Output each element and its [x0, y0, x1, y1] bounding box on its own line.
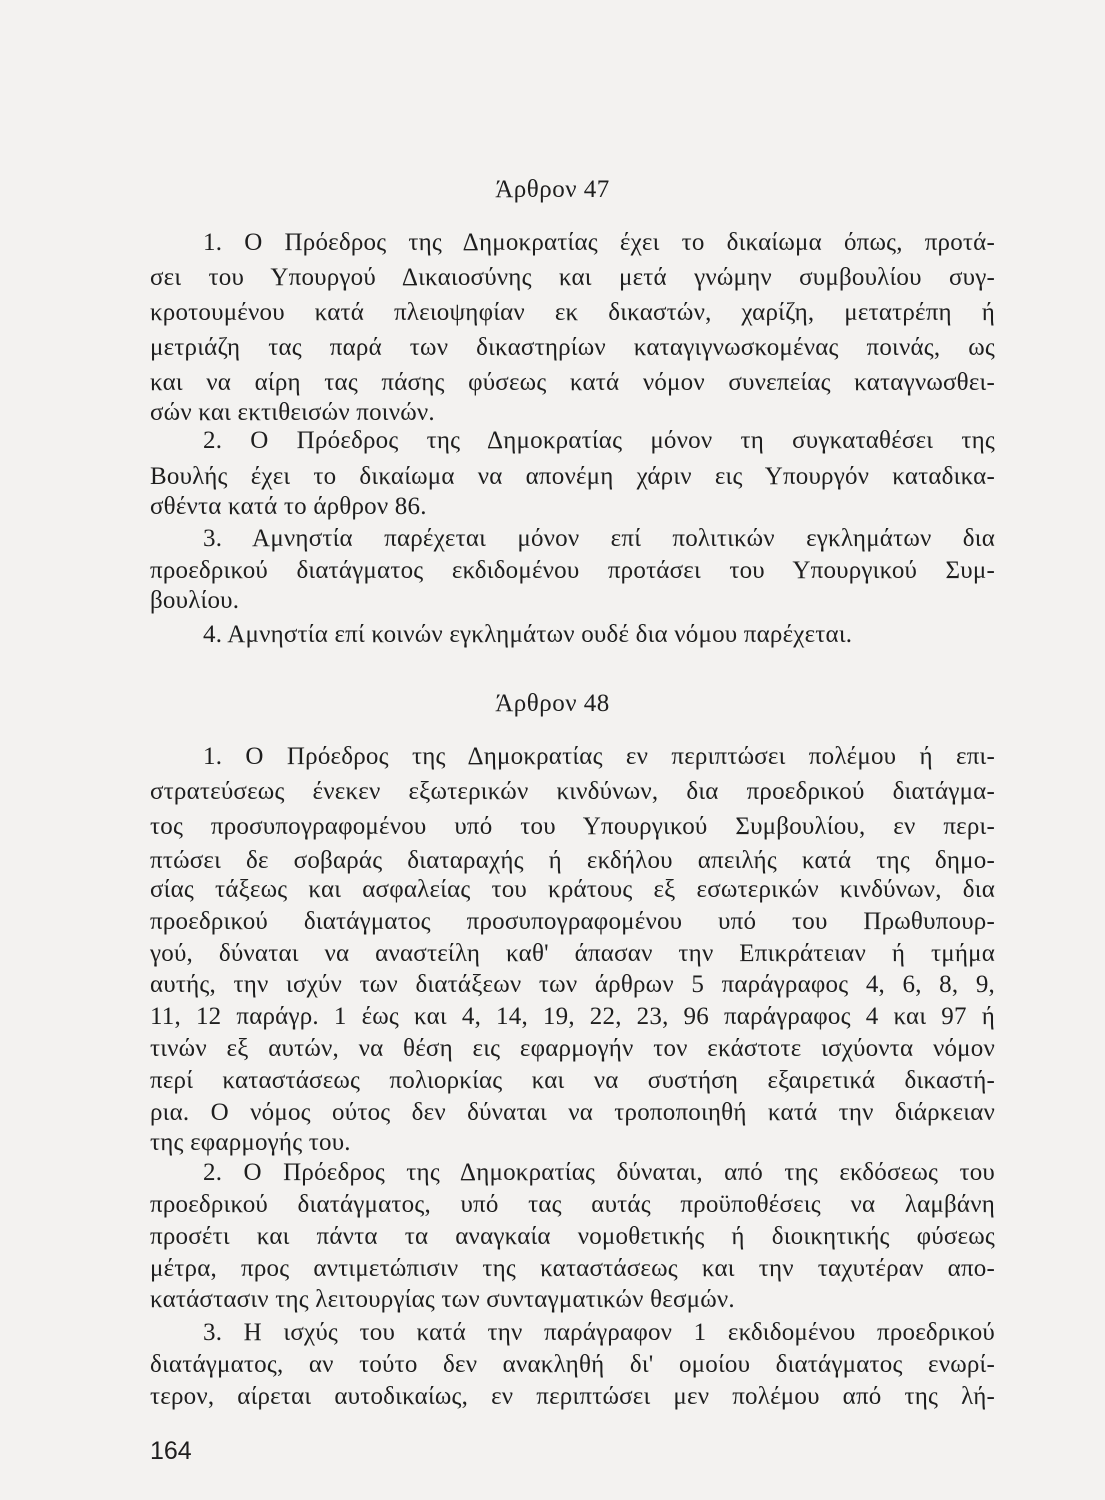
- article-47-line: κροτουμένου κατά πλειοψηφίαν εκ δικαστών, χαρίζη, μετατρέπη ή: [150, 299, 995, 326]
- article-48-heading: Άρθρον 48: [495, 690, 610, 717]
- article-47-line: 2. Ο Πρόεδρος της Δημοκρατίας μόνον τη συγκαταθέσει της: [203, 427, 995, 454]
- article-47-line: 4. Αμνηστία επί κοινών εγκλημάτων ουδέ δια νόμου παρέχεται.: [203, 621, 853, 648]
- article-48-line: γού, δύναται να αναστείλη καθ' άπασαν την Επικράτειαν ή τμήμα: [150, 940, 995, 967]
- article-48-line: 2. Ο Πρόεδρος της Δημοκρατίας δύναται, από της εκδόσεως του: [203, 1159, 995, 1186]
- article-48-line: διατάγματος, αν τούτο δεν ανακληθή δι' ομοίου διατάγματος ενωρί-: [150, 1351, 995, 1378]
- article-47-line: σθέντα κατά το άρθρον 86.: [150, 493, 427, 520]
- article-47-line: και να αίρη τας πάσης φύσεως κατά νόμον συνεπείας καταγνωσθει-: [150, 369, 995, 396]
- article-47-line: βουλίου.: [150, 587, 240, 614]
- article-48-line: αυτής, την ισχύν των διατάξεων των άρθρων 5 παράγραφος 4, 6, 8, 9,: [150, 971, 995, 998]
- article-48-line: στρατεύσεως ένεκεν εξωτερικών κινδύνων, δια προεδρικού διατάγμα-: [150, 778, 995, 805]
- article-47-line: 3. Αμνηστία παρέχεται μόνον επί πολιτικών εγκλημάτων δια: [203, 525, 995, 552]
- page-number: 164: [150, 1437, 192, 1465]
- article-48-line: προσέτι και πάντα τα αναγκαία νομοθετικής ή διοικητικής φύσεως: [150, 1223, 995, 1250]
- article-48-line: 11, 12 παράγρ. 1 έως και 4, 14, 19, 22, 23, 96 παράγραφος 4 και 97 ή: [150, 1003, 995, 1030]
- article-47-line: σών και εκτιθεισών ποινών.: [150, 399, 435, 426]
- article-48-line: κατάστασιν της λειτουργίας των συνταγματικών θεσμών.: [150, 1286, 735, 1313]
- article-47-line: 1. Ο Πρόεδρος της Δημοκρατίας έχει το δικαίωμα όπως, προτά-: [203, 229, 995, 256]
- article-47-line: Βουλής έχει το δικαίωμα να απονέμη χάριν εις Υπουργόν καταδικα-: [150, 463, 995, 490]
- article-48-line: τινών εξ αυτών, να θέση εις εφαρμογήν τον εκάστοτε ισχύοντα νόμον: [150, 1035, 995, 1062]
- article-48-line: της εφαρμογής του.: [150, 1129, 351, 1156]
- article-47-line: μετριάζη τας παρά των δικαστηρίων καταγιγνωσκομένας ποινάς, ως: [150, 334, 995, 361]
- article-48-line: τος προσυπογραφομένου υπό του Υπουργικού Συμβουλίου, εν περι-: [150, 813, 995, 840]
- article-48-line: ρια. Ο νόμος ούτος δεν δύναται να τροποποιηθή κατά την διάρκειαν: [150, 1099, 995, 1126]
- article-48-line: τερον, αίρεται αυτοδικαίως, εν περιπτώσει μεν πολέμου από της λή-: [150, 1383, 995, 1410]
- article-48-line: προεδρικού διατάγματος, υπό τας αυτάς προϋποθέσεις να λαμβάνη: [150, 1191, 995, 1218]
- article-48-line: πτώσει δε σοβαράς διαταραχής ή εκδήλου απειλής κατά της δημο-: [150, 847, 995, 874]
- article-48-line: σίας τάξεως και ασφαλείας του κράτους εξ εσωτερικών κινδύνων, δια: [150, 876, 995, 903]
- article-48-line: προεδρικού διατάγματος προσυπογραφομένου υπό του Πρωθυπουρ-: [150, 908, 995, 935]
- article-47-line: προεδρικού διατάγματος εκδιδομένου προτάσει του Υπουργικού Συμ-: [150, 557, 995, 584]
- article-48-line: 1. Ο Πρόεδρος της Δημοκρατίας εν περιπτώσει πολέμου ή επι-: [203, 743, 995, 770]
- article-48-line: μέτρα, προς αντιμετώπισιν της καταστάσεως και την ταχυτέραν απο-: [150, 1255, 995, 1282]
- article-47-heading: Άρθρον 47: [495, 176, 610, 203]
- article-48-line: 3. Η ισχύς του κατά την παράγραφον 1 εκδιδομένου προεδρικού: [203, 1319, 995, 1346]
- article-48-line: περί καταστάσεως πολιορκίας και να συστήση εξαιρετικά δικαστή-: [150, 1067, 995, 1094]
- article-47-line: σει του Υπουργού Δικαιοσύνης και μετά γνώμην συμβουλίου συγ-: [150, 264, 995, 291]
